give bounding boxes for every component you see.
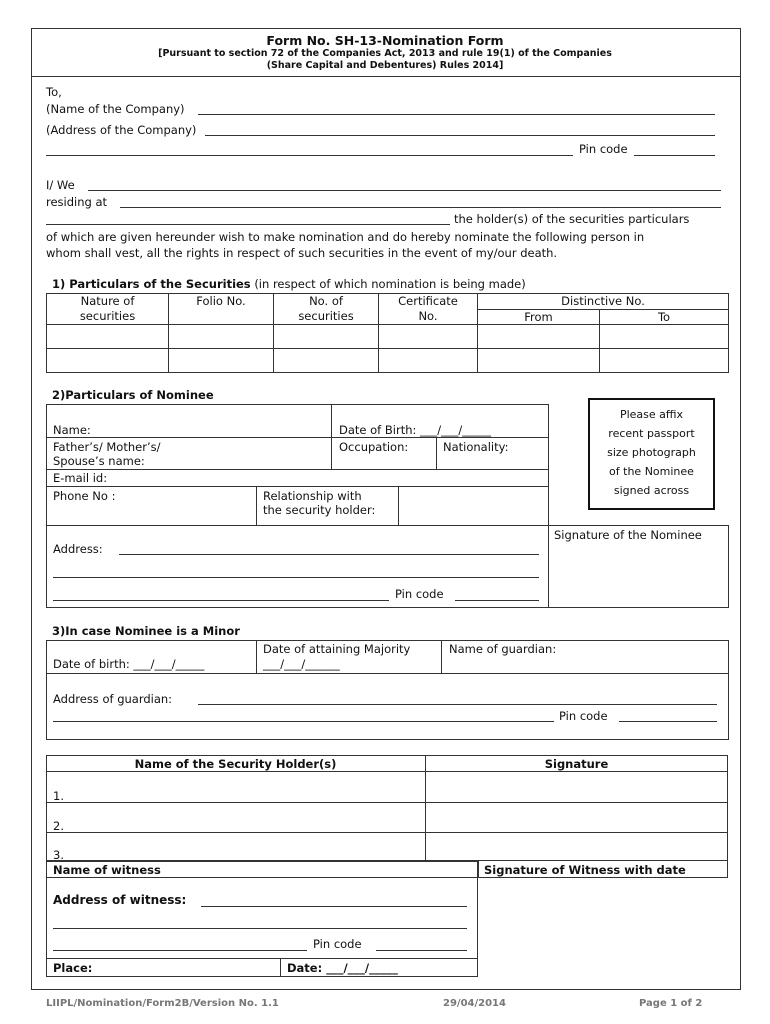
witness-address-field-3[interactable] [53,950,307,951]
nominee-name-label: Name: [53,423,91,437]
signature-nominee-label: Signature of the Nominee [554,528,702,542]
cell-input[interactable] [47,325,169,349]
holder-name-header: Name of the Security Holder(s) [134,757,337,771]
witness-left-box [46,861,478,977]
residing-at-field[interactable] [120,207,721,208]
guardian-address-field-2[interactable] [53,721,554,722]
header-divider [31,76,741,77]
holders-text: the holder(s) of the securities particulars [454,212,690,226]
nominee-nationality-label: Nationality: [443,440,509,454]
cell-input[interactable] [274,349,379,373]
cell-input[interactable] [169,349,274,373]
holder-row-1[interactable]: 1. [53,789,64,803]
i-we-label: I/ We [46,178,75,192]
nominee-phone-label: Phone No : [53,489,116,503]
nominee-pin-code-field[interactable] [455,600,539,601]
company-pin-code-field[interactable] [634,155,715,156]
guardian-name-label: Name of guardian: [449,642,557,656]
holders-line-2 [46,802,728,803]
nominee-pin-code-label: Pin code [395,587,444,601]
cell-input[interactable] [600,349,729,373]
holder-signature-header: Signature [544,757,609,771]
nominee-address-field-2[interactable] [53,577,539,578]
nominee-vline-1 [331,404,332,470]
cell-input[interactable] [478,325,600,349]
date-label[interactable]: Date: ___/___/_____ [287,961,398,975]
witness-line-place [46,958,478,959]
witness-line-header [46,877,728,878]
intro-line-3: whom shall vest, all the rights in respect of such securities in the event of my/our death. [46,246,558,260]
minor-dob-label: Date of birth: ___/___/_____ [53,657,205,671]
cell-input[interactable] [478,349,600,373]
nominee-relationship-label: Relationship with the security holder: [263,489,376,517]
cell-input[interactable] [169,325,274,349]
col-distinctive: Distinctive No. [478,294,729,310]
section1-heading-row [52,277,526,291]
nominee-line-c [46,486,549,487]
col-to: To [600,309,729,325]
cell-input[interactable] [379,325,478,349]
section1-heading: 1) Particulars of the Securities [52,277,251,291]
company-address-label: (Address of the Company) [46,123,197,137]
witness-vline [478,861,479,878]
company-address-field[interactable] [205,135,715,136]
col-nature: Nature of securities [47,294,169,325]
witness-pin-code-field[interactable] [376,950,467,951]
guardian-address-field[interactable] [198,704,717,705]
form-subtitle-1: [Pursuant to section 72 of the Companies Act, 2013 and rule 19(1) of the Companies [158,48,612,59]
nominee-address-label: Address: [53,542,103,556]
footer-version: LIIPL/Nomination/Form2B/Version No. 1.1 [46,998,279,1009]
holders-line-3 [46,832,728,833]
footer-page: Page 1 of 2 [639,998,703,1009]
minor-majority-label: Date of attaining Majority ___/___/______ [263,642,411,671]
cell-input[interactable] [274,325,379,349]
cell-input[interactable] [47,349,169,373]
nominee-vline-3 [256,486,257,526]
minor-vline-1 [256,640,257,674]
col-folio: Folio No. [169,294,274,325]
section2-heading: 2)Particulars of Nominee [52,388,214,402]
holder-row-3[interactable]: 3. [53,848,64,862]
form-title: Form No. SH-13-Nomination Form [266,33,504,48]
nominee-dob-label: Date of Birth: ___/___/_____ [339,423,492,437]
nominee-vline-4 [398,486,399,526]
place-label[interactable]: Place: [53,961,93,975]
witness-pin-code-label: Pin code [313,937,362,951]
nominee-father-label: Father’s/ Mother’s/ Spouse’s name: [53,440,161,468]
witness-signature-label: Signature of Witness with date [484,863,686,877]
company-name-label: (Name of the Company) [46,102,185,116]
nominee-line-d [46,525,549,526]
nominee-vline-2 [436,437,437,470]
nominee-line-b [46,469,549,470]
witness-address-label: Address of witness: [53,893,187,907]
company-pin-code-label: Pin code [579,142,628,156]
photo-instructions: Please affix recent passport size photograph of the Nominee signed across [607,408,696,497]
place-date-vline [280,958,281,977]
minor-line [46,673,729,674]
form-subtitle-2: (Share Capital and Debentures) Rules 2014] [266,60,504,71]
col-certificate: Certificate No. [379,294,478,325]
witness-address-field-2[interactable] [53,928,467,929]
company-name-field[interactable] [198,114,715,115]
col-no-of-securities: No. of securities [274,294,379,325]
section3-heading: 3)In case Nominee is a Minor [52,624,240,638]
company-address-field-2[interactable] [46,155,573,156]
table-row [47,325,729,349]
residing-at-label: residing at [46,195,108,209]
residing-at-field-2[interactable] [46,224,450,225]
guardian-pin-code-label: Pin code [559,709,608,723]
table-row [47,349,729,373]
intro-line-2: of which are given hereunder wish to make nomination and do hereby nominate the following person in [46,230,645,244]
nominee-address-field[interactable] [119,554,539,555]
witness-name-label: Name of witness [53,863,161,877]
witness-address-field[interactable] [201,906,467,907]
holders-line-1 [46,771,728,772]
guardian-pin-code-field[interactable] [619,721,717,722]
holder-name-field[interactable] [88,190,721,191]
footer-date: 29/04/2014 [443,998,506,1009]
minor-vline-2 [441,640,442,674]
to-label: To, [46,85,62,99]
cell-input[interactable] [600,325,729,349]
nominee-email-label: E-mail id: [53,471,108,485]
col-from: From [478,309,600,325]
nominee-address-field-3[interactable] [53,600,389,601]
nominee-occupation-label: Occupation: [339,440,409,454]
cell-input[interactable] [379,349,478,373]
holder-row-2[interactable]: 2. [53,819,64,833]
nominee-line-a [46,437,549,438]
section1-heading-note: (in respect of which nomination is being made) [254,277,526,291]
guardian-address-label: Address of guardian: [53,692,173,706]
securities-table [46,293,729,373]
